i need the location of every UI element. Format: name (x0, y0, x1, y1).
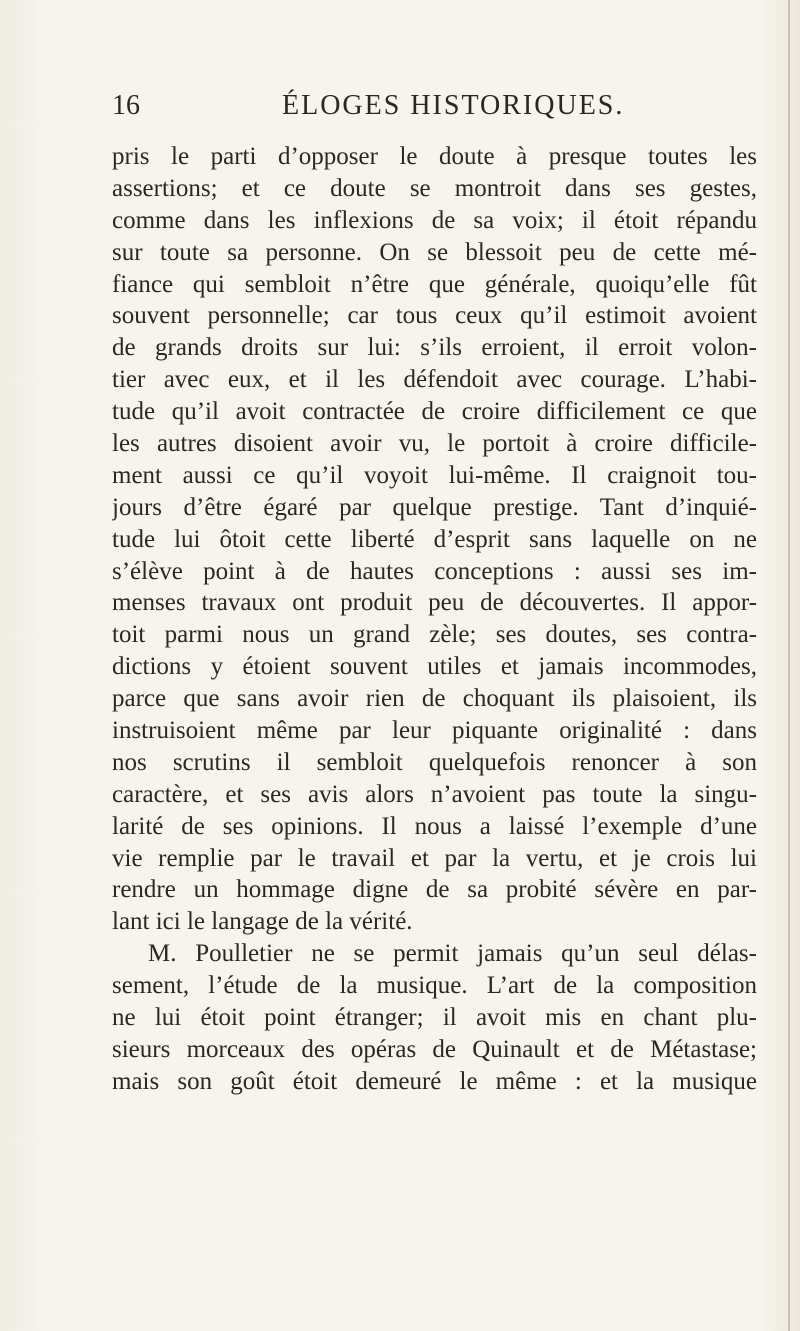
running-title: ÉLOGES HISTORIQUES. (282, 90, 625, 121)
text-line: larité de ses opinions. Il nous a laissé l’exemple d’une (112, 812, 757, 840)
text-line: tier avec eux, et il les défendoit avec courage. L’habi- (112, 366, 757, 394)
text-line: jours d’être égaré par quelque prestige. Tant d’inquié- (112, 493, 757, 521)
running-head (112, 90, 752, 130)
text-line: menses travaux ont produit peu de découvertes. Il appor- (112, 589, 757, 617)
text-line: parce que sans avoir rien de choquant ils plaisoient, ils (112, 685, 757, 713)
text-line: les autres disoient avoir vu, le portoit à croire difficile- (112, 430, 757, 458)
text-line: s’élève point à de hautes conceptions : aussi ses im- (112, 557, 757, 585)
text-line: mais son goût étoit demeuré le même : et la musique (112, 1067, 757, 1095)
page-number: 16 (112, 90, 140, 121)
text-line: de grands droits sur lui: s’ils erroient, il erroit volon- (112, 334, 757, 362)
text-line: fiance qui sembloit n’être que générale, quoiqu’elle fût (112, 270, 757, 298)
text-line: tude qu’il avoit contractée de croire difficilement ce que (112, 398, 757, 426)
body-text (112, 141, 757, 1098)
text-line: souvent personnelle; car tous ceux qu’il estimoit avoient (112, 302, 757, 330)
text-line: nos scrutins il sembloit quelquefois renoncer à son (112, 748, 757, 776)
text-line: dictions y étoient souvent utiles et jamais incommodes, (112, 653, 757, 681)
text-line: sur toute sa personne. On se blessoit peu de cette mé- (112, 238, 757, 266)
page-edge (788, 0, 790, 1331)
text-line: sieurs morceaux des opéras de Quinault et de Métastase; (112, 1035, 757, 1063)
text-line: assertions; et ce doute se montroit dans ses gestes, (112, 174, 757, 202)
text-line: toit parmi nous un grand zèle; ses doutes, ses contra- (112, 621, 757, 649)
text-line: rendre un hommage digne de sa probité sévère en par- (112, 876, 757, 904)
text-line: ne lui étoit point étranger; il avoit mis en chant plu- (112, 1004, 757, 1032)
text-line: tude lui ôtoit cette liberté d’esprit sans laquelle on ne (112, 525, 757, 553)
text-line: lant ici le langage de la vérité. (112, 908, 413, 936)
text-line: ment aussi ce qu’il voyoit lui-même. Il craignoit tou- (112, 461, 757, 489)
text-line: pris le parti d’opposer le doute à presque toutes les (112, 143, 757, 170)
text-line: comme dans les inflexions de sa voix; il étoit répandu (112, 206, 757, 234)
text-line: vie remplie par le travail et par la vertu, et je crois lui (112, 844, 757, 872)
text-line: instruisoient même par leur piquante originalité : dans (112, 717, 757, 745)
text-line: caractère, et ses avis alors n’avoient pas toute la singu- (112, 780, 757, 808)
text-line: M. Poulletier ne se permit jamais qu’un seul délas- (148, 940, 757, 968)
text-line: sement, l’étude de la musique. L’art de la composition (112, 972, 757, 1000)
